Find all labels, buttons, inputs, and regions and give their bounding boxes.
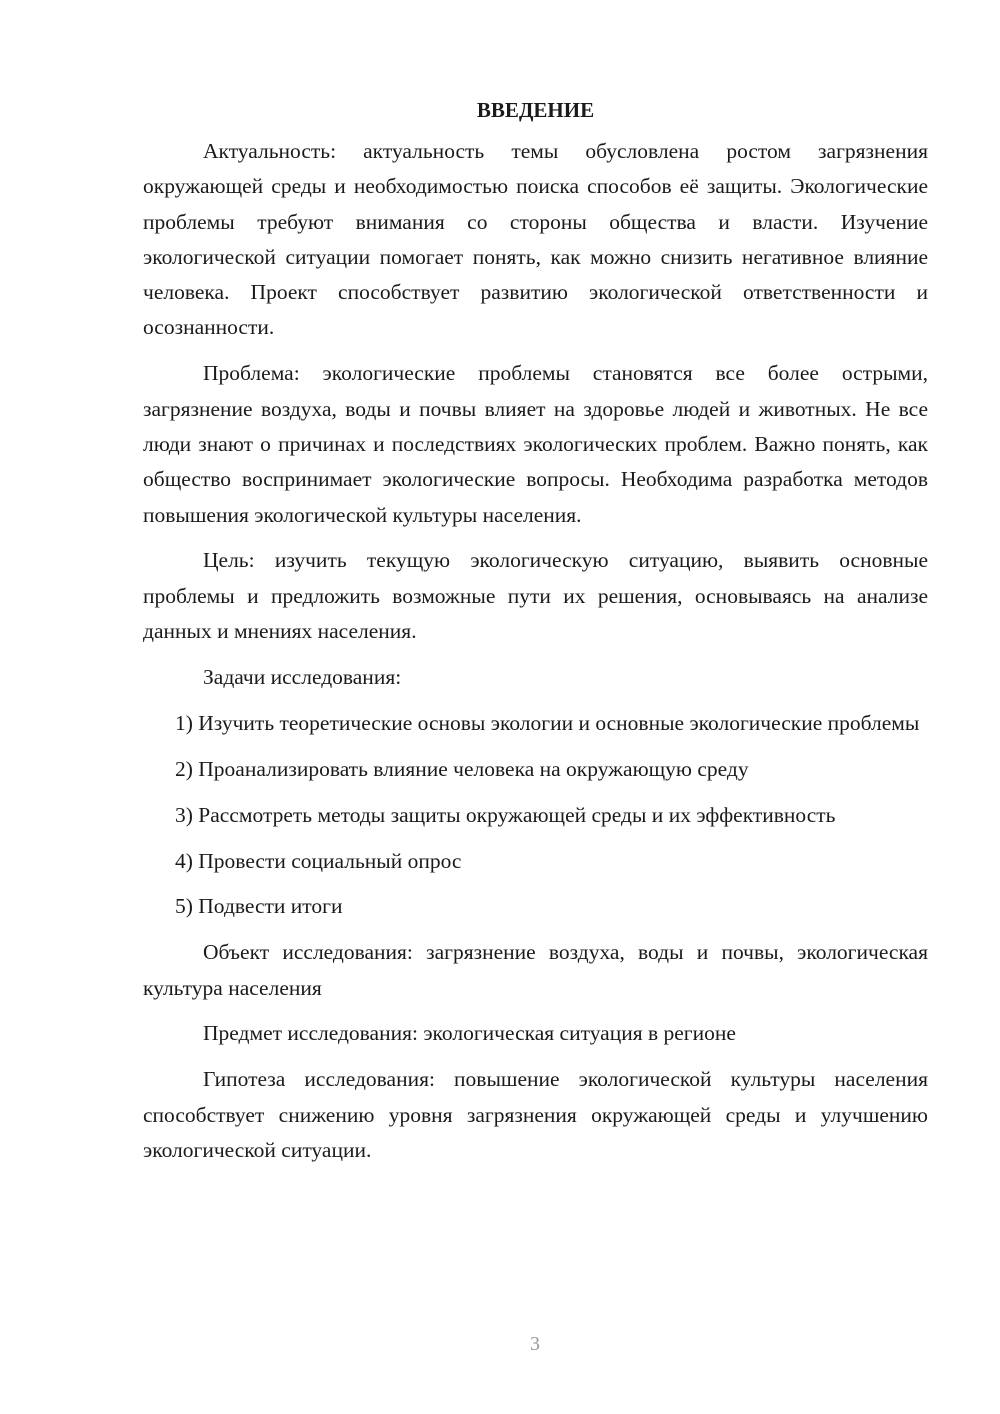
task-item-3: 3) Рассмотреть методы защиты окружающей среды и их эффективность (175, 802, 836, 827)
task-item-5: 5) Подвести итоги (175, 894, 343, 919)
paragraph-problem: Проблема: экологические проблемы становятся все более острыми, загрязнение воздуха, воды и почвы влияет на здоровье людей и животных. Не все люди знают о причинах и последствиях экологических проблем. Важно понять, как общество воспринимает экологические вопросы. Необходима разработка методов повышения экологической культуры населения. (143, 361, 928, 527)
paragraph-hypothesis: Гипотеза исследования: повышение экологической культуры населения способствует снижению уровня загрязнения окружающей среды и улучшению экологической ситуации. (143, 1067, 928, 1162)
task-item-4: 4) Провести социальный опрос (175, 848, 462, 873)
task-item-2: 2) Проанализировать влияние человека на окружающую среду (175, 756, 749, 781)
task-item-1: 1) Изучить теоретические основы экологии и основные экологические проблемы (175, 710, 920, 735)
section-heading: ВВЕДЕНИЕ (476, 98, 595, 122)
document-page (143, 93, 928, 1179)
paragraph-object: Объект исследования: загрязнение воздуха, воды и почвы, экологическая культура населения (143, 940, 928, 1000)
paragraph-subject: Предмет исследования: экологическая ситуация в регионе (203, 1021, 736, 1046)
page-number: 3 (530, 1333, 540, 1355)
paragraph-tasks-intro: Задачи исследования: (203, 664, 402, 689)
paragraph-goal: Цель: изучить текущую экологическую ситуацию, выявить основные проблемы и предложить возможные пути их решения, основываясь на анализе данных и мнениях населения. (143, 548, 928, 644)
paragraph-relevance: Актуальность: актуальность темы обусловлена ростом загрязнения окружающей среды и необходимостью поиска способов её защиты. Экологические проблемы требуют внимания со стороны общества и власти. Изучение экологической ситуации помогает понять, как можно снизить негативное влияние человека. Проект способствует развитию экологической ответственности и осознанности. (143, 139, 928, 340)
